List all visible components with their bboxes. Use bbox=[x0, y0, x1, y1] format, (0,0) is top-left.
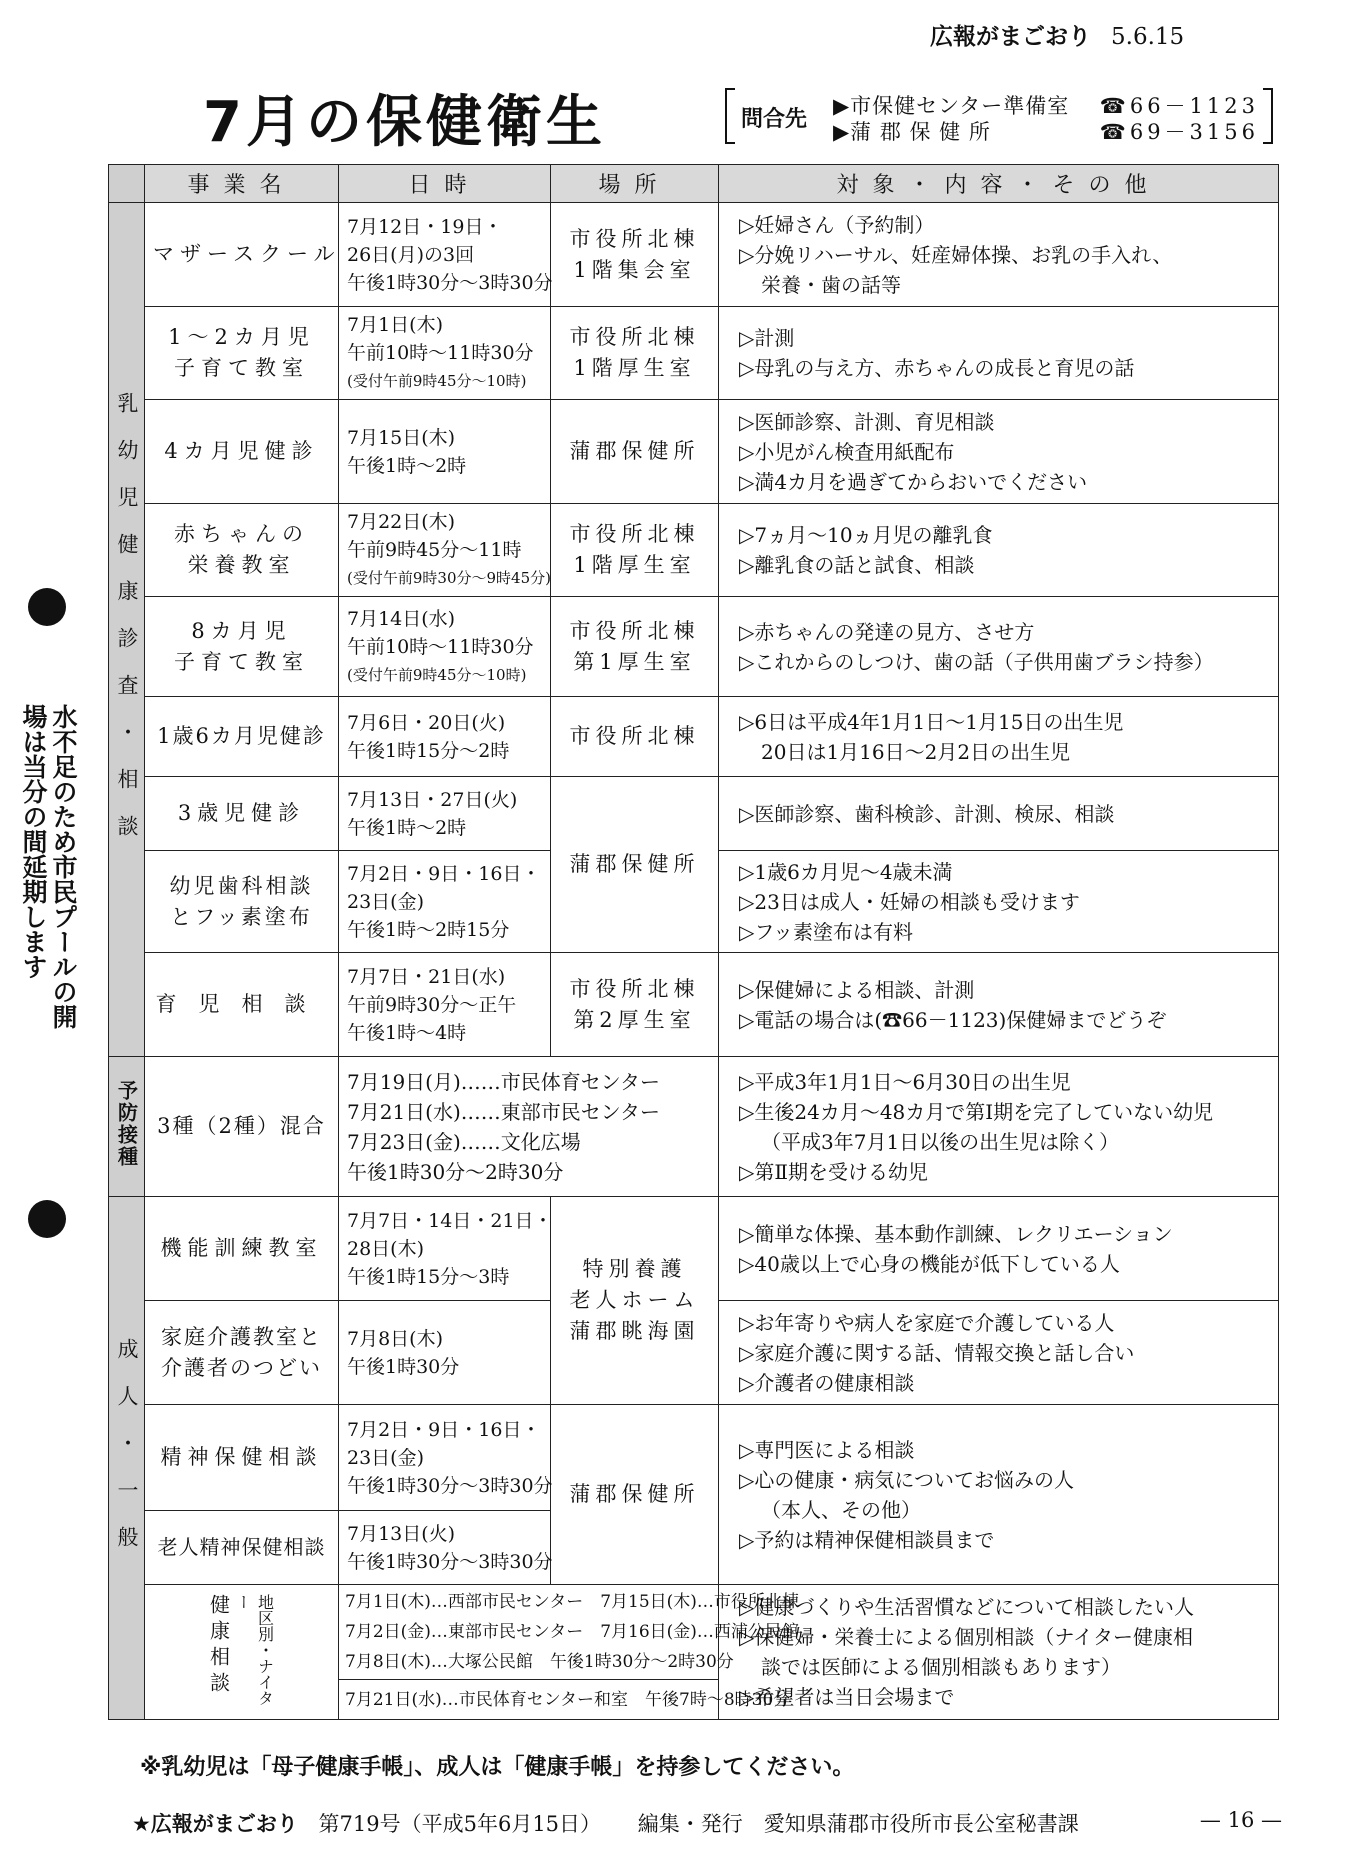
punch-hole bbox=[28, 1200, 66, 1238]
table-row bbox=[109, 203, 1279, 307]
event-name: 赤ちゃんの 栄養教室 bbox=[145, 504, 339, 597]
event-place: 蒲郡保健所 bbox=[551, 777, 719, 953]
table-row bbox=[109, 1585, 1279, 1680]
event-name: 1～2カ月児 子育て教室 bbox=[145, 307, 339, 400]
event-content: ▷医師診察、計測、育児相談 ▷小児がん検査用紙配布 ▷満4カ月を過ぎてからおいでください bbox=[719, 400, 1279, 504]
side-notice: 水不足のため市民プールの開場は当分の間延期します bbox=[19, 704, 78, 1029]
event-content: ▷赤ちゃんの発達の見方、させ方 ▷これからのしつけ、歯の話（子供用歯ブラシ持参） bbox=[719, 597, 1279, 697]
event-date: 7月21日(水)…市民体育センター和室 午後7時～8時30分 bbox=[339, 1680, 719, 1720]
event-place: 市役所北棟 bbox=[551, 697, 719, 777]
footer bbox=[132, 1808, 1282, 1838]
event-place: 市役所北棟 1階集会室 bbox=[551, 203, 719, 307]
event-date: 7月14日(水) 午前10時～11時30分 (受付午前9時45分～10時) bbox=[339, 597, 551, 697]
event-name: 3種（2種）混合 bbox=[145, 1057, 339, 1197]
category-cell bbox=[109, 203, 145, 1057]
event-name: 1歳6カ月児健診 bbox=[145, 697, 339, 777]
event-date: 7月7日・14日・21日・ 28日(木) 午後1時15分～3時 bbox=[339, 1197, 551, 1301]
schedule-table bbox=[108, 164, 1279, 1720]
event-date: 7月19日(月)……市民体育センター 7月21日(水)……東部市民センター 7月23日(金)……文化広場 午後1時30分～2時30分 bbox=[339, 1057, 719, 1197]
event-name: 8カ月児 子育て教室 bbox=[145, 597, 339, 697]
event-name bbox=[145, 1585, 339, 1720]
contact-label: 問合先 bbox=[741, 107, 808, 132]
footer-issue: 第719号（平成5年6月15日） bbox=[318, 1812, 602, 1836]
event-date: 7月2日・9日・16日・ 23日(金) 午後1時～2時15分 bbox=[339, 851, 551, 953]
page-number: — 16 — bbox=[1199, 1808, 1282, 1832]
event-name: 老人精神保健相談 bbox=[145, 1511, 339, 1585]
event-content: ▷お年寄りや病人を家庭で介護している人 ▷家庭介護に関する話、情報交換と話し合い ▷介護者の健康相談 bbox=[719, 1301, 1279, 1405]
event-date: 7月2日・9日・16日・ 23日(金) 午後1時30分～3時30分 bbox=[339, 1405, 551, 1511]
contact-bracket-right bbox=[1263, 88, 1273, 144]
event-place: 蒲郡保健所 bbox=[551, 1405, 719, 1585]
header-cell: 事業名 bbox=[145, 165, 339, 203]
table-row bbox=[109, 777, 1279, 851]
event-name: 幼児歯科相談 とフッ素塗布 bbox=[145, 851, 339, 953]
footnote: ※乳幼児は「母子健康手帳」、成人は「健康手帳」を持参してください。 bbox=[140, 1755, 855, 1780]
event-name: マザースクール bbox=[145, 203, 339, 307]
table-header-row bbox=[109, 165, 1279, 203]
event-content: ▷計測 ▷母乳の与え方、赤ちゃんの成長と育児の話 bbox=[719, 307, 1279, 400]
event-content: ▷7ヵ月～10ヵ月児の離乳食 ▷離乳食の話と試食、相談 bbox=[719, 504, 1279, 597]
footer-publication: ★広報がまごおり bbox=[132, 1812, 298, 1836]
category-cell bbox=[109, 1197, 145, 1720]
event-place: 特別養護 老人ホーム 蒲郡眺海園 bbox=[551, 1197, 719, 1405]
event-date: 7月15日(木) 午後1時～2時 bbox=[339, 400, 551, 504]
header-cell: 場所 bbox=[551, 165, 719, 203]
event-content: ▷妊婦さん（予約制） ▷分娩リハーサル、妊産婦体操、お乳の手入れ、 栄養・歯の話等 bbox=[719, 203, 1279, 307]
contact-name: ▶市保健センター準備室 bbox=[833, 94, 1070, 118]
contact-tel: ☎69－3156 bbox=[1099, 120, 1259, 144]
event-place: 蒲郡保健所 bbox=[551, 400, 719, 504]
header-publication bbox=[930, 18, 1184, 51]
event-name: 育児相談 bbox=[145, 953, 339, 1057]
table-row bbox=[109, 597, 1279, 697]
event-name: 精神保健相談 bbox=[145, 1405, 339, 1511]
event-place: 市役所北棟 第1厚生室 bbox=[551, 597, 719, 697]
contact-line bbox=[833, 116, 1263, 146]
event-content: ▷専門医による相談 ▷心の健康・病気についてお悩みの人 （本人、その他） ▷予約は精神保健相談員まで bbox=[719, 1405, 1279, 1585]
event-date: 7月7日・21日(水) 午前9時30分～正午 午後1時～4時 bbox=[339, 953, 551, 1057]
table-row bbox=[109, 1405, 1279, 1511]
contact-name: ▶蒲 郡 保 健 所 bbox=[833, 120, 991, 144]
table-row bbox=[109, 1057, 1279, 1197]
event-date: 7月13日(火) 午後1時30分～3時30分 bbox=[339, 1511, 551, 1585]
event-name: 機能訓練教室 bbox=[145, 1197, 339, 1301]
publication-date: 5.6.15 bbox=[1111, 24, 1185, 50]
event-date: 7月1日(木) 午前10時～11時30分 (受付午前9時45分～10時) bbox=[339, 307, 551, 400]
table-row bbox=[109, 307, 1279, 400]
event-content: ▷6日は平成4年1月1日～1月15日の出生児 20日は1月16日～2月2日の出生児 bbox=[719, 697, 1279, 777]
event-date: 7月6日・20日(火) 午後1時15分～2時 bbox=[339, 697, 551, 777]
footer-editor: 編集・発行 愛知県蒲郡市役所市長公室秘書課 bbox=[637, 1812, 1079, 1836]
table-row bbox=[109, 400, 1279, 504]
table-row bbox=[109, 504, 1279, 597]
event-date: 7月1日(木)…西部市民センター 7月15日(木)…市役所北棟 7月2日(金)…東部市民センター 7月16日(金)…西浦公民館 7月8日(木)…大塚公民館 午後1時30分～2時30分 bbox=[339, 1585, 719, 1680]
header-cell: 日時 bbox=[339, 165, 551, 203]
event-date: 7月13日・27日(火) 午後1時～2時 bbox=[339, 777, 551, 851]
event-name-sub: 健康相談 bbox=[206, 1594, 231, 1698]
page-title: 7月の保健衛生 bbox=[203, 90, 606, 155]
event-content: ▷簡単な体操、基本動作訓練、レクリエーション ▷40歳以上で心身の機能が低下している人 bbox=[719, 1197, 1279, 1301]
punch-hole bbox=[28, 588, 66, 626]
event-content: ▷医師診察、歯科検診、計測、検尿、相談 bbox=[719, 777, 1279, 851]
publication-name: 広報がまごおり bbox=[930, 24, 1091, 50]
event-place: 市役所北棟 1階厚生室 bbox=[551, 307, 719, 400]
event-content: ▷平成3年1月1日～6月30日の出生児 ▷生後24カ月～48カ月で第Ⅰ期を完了していない幼児 （平成3年7月1日以後の出生児は除く） ▷第Ⅱ期を受ける幼児 bbox=[719, 1057, 1279, 1197]
event-name-main: 地区別・ナイター bbox=[233, 1594, 275, 1706]
category-label: 乳幼児健康診査・相談 bbox=[115, 392, 139, 862]
table-row bbox=[109, 697, 1279, 777]
contact-bracket-left bbox=[725, 88, 735, 144]
header-cell bbox=[109, 165, 145, 203]
event-place: 市役所北棟 1階厚生室 bbox=[551, 504, 719, 597]
event-name: 4カ月児健診 bbox=[145, 400, 339, 504]
contact-tel: ☎66－1123 bbox=[1099, 94, 1259, 118]
event-place: 市役所北棟 第2厚生室 bbox=[551, 953, 719, 1057]
table-row bbox=[109, 953, 1279, 1057]
event-name: 家庭介護教室と 介護者のつどい bbox=[145, 1301, 339, 1405]
event-content: ▷健康づくりや生活習慣などについて相談したい人 ▷保健婦・栄養士による個別相談（ナイター健康相 談では医師による個別相談もあります） ▷希望者は当日会場まで bbox=[719, 1585, 1279, 1720]
category-cell bbox=[109, 1057, 145, 1197]
event-name: 3歳児健診 bbox=[145, 777, 339, 851]
category-label: 成人・一般 bbox=[115, 1338, 139, 1573]
event-content: ▷保健婦による相談、計測 ▷電話の場合は(☎66－1123)保健婦までどうぞ bbox=[719, 953, 1279, 1057]
event-date: 7月22日(木) 午前9時45分～11時 (受付午前9時30分～9時45分) bbox=[339, 504, 551, 597]
category-label: 予防接種 bbox=[114, 1080, 139, 1168]
table-row bbox=[109, 1197, 1279, 1301]
event-date: 7月8日(木) 午後1時30分 bbox=[339, 1301, 551, 1405]
contact-box bbox=[725, 88, 1273, 144]
event-content: ▷1歳6カ月児～4歳未満 ▷23日は成人・妊婦の相談も受けます ▷フッ素塗布は有料 bbox=[719, 851, 1279, 953]
event-date: 7月12日・19日・ 26日(月)の3回 午後1時30分～3時30分 bbox=[339, 203, 551, 307]
header-cell: 対象・内容・その他 bbox=[719, 165, 1279, 203]
